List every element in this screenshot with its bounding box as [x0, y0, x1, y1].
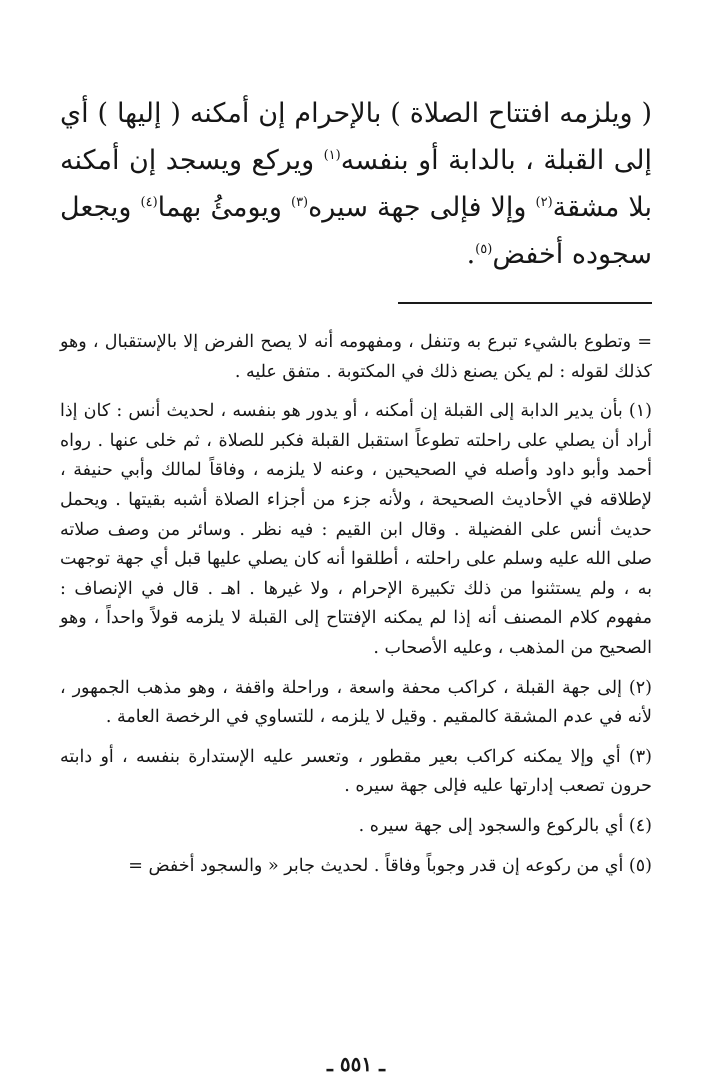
main-text-segment: ويركع ويسجد إن أمكنه بلا مشقة [60, 145, 653, 223]
footnote-marker-3: (٣) [290, 195, 309, 210]
footnote-2: (٢) إلى جهة القبلة ، كراكب محفة واسعة ، وراحلة واقفة ، وهو مذهب الجمهور ، لأنه في عدم المشقة كالمقيم . وقيل لا يلزمه ، للتساوي في الرخصة العامة . [60, 677, 652, 728]
footnote-marker-4: (٤) [140, 195, 158, 210]
footnote-continuation: = وتطوع بالشيء تبرع به وتنفل ، ومفهومه أنه لا يصح الفرض إلا بالإستقبال ، وهو كذلك لقوله : لم يكن يصنع ذلك في المكتوبة . متفق عليه . [60, 332, 652, 382]
footnote-separator [398, 302, 652, 304]
main-text-segment: ( ويلزمه افتتاح الصلاة ) بالإحرام إن أمكنه ( إليها ) أي إلى القبلة ، بالدابة أو بنفسه [60, 98, 652, 176]
main-paragraph [60, 90, 652, 278]
footnote-marker-2: (٢) [535, 195, 553, 210]
main-text-segment: ويجعل سجوده أخفض [60, 192, 652, 270]
main-text-segment: وإلا فإلى جهة سيره [308, 192, 536, 223]
main-text-block [60, 90, 652, 278]
footnote-marker-1: (١) [323, 148, 341, 163]
footnote-marker-5: (٥) [475, 242, 493, 257]
footnote-1: (١) بأن يدير الدابة إلى القبلة إن أمكنه ، أو يدور هو بنفسه ، لحديث أنس : كان إذا أراد أن يصلي على راحلته تطوعاً استقبل القبلة فكبر للصلاة ، ثم خلى عنها . رواه أحمد وأبو داود وأصله في الصحيحين ، وعنه لا يلزمه ، وفاقاً لمالك وأبي حنيفة ، لإطلاقه في الأحاديث الصحيحة ، ولأنه جزء من أجزاء الصلاة أشبه بقيتها . ويحمل حديث أنس على الفضيلة . وقال ابن القيم : فيه نظر . وسائر من وصف صلاته صلى الله عليه وسلم على راحلته ، أطلقوا أنه كان يصلي عليها قبل أي جهة توجهت به ، ولم يستثنوا من ذلك تكبيرة الإحرام ، ولا غيرها . اهـ . قال في الإنصاف : مفهوم كلام المصنف أنه إذا لم يمكنه الإفتتاح إلى القبلة لا يلزمه قولاً واحداً ، وهو الصحيح من المذهب ، وعليه الأصحاب . [60, 401, 652, 658]
page-number: ـ ٥٥١ ـ [327, 1052, 385, 1076]
footnotes-section [60, 328, 652, 891]
footnote-3: (٣) أي وإلا يمكنه كراكب بعير مقطور ، وتعسر عليه الإستدارة بنفسه ، أو دابته حرون تصعب إدارتها عليه فإلى جهة سيره . [60, 746, 652, 797]
main-text-segment: . [466, 239, 476, 270]
footnote-5: (٥) أي من ركوعه إن قدر وجوباً وفاقاً . لحديث جابر « والسجود أخفض = [128, 855, 652, 876]
footnote-4: (٤) أي بالركوع والسجود إلى جهة سيره . [358, 815, 652, 836]
main-text-segment: ويومئُ بهما [157, 192, 291, 223]
book-page [60, 90, 653, 1076]
